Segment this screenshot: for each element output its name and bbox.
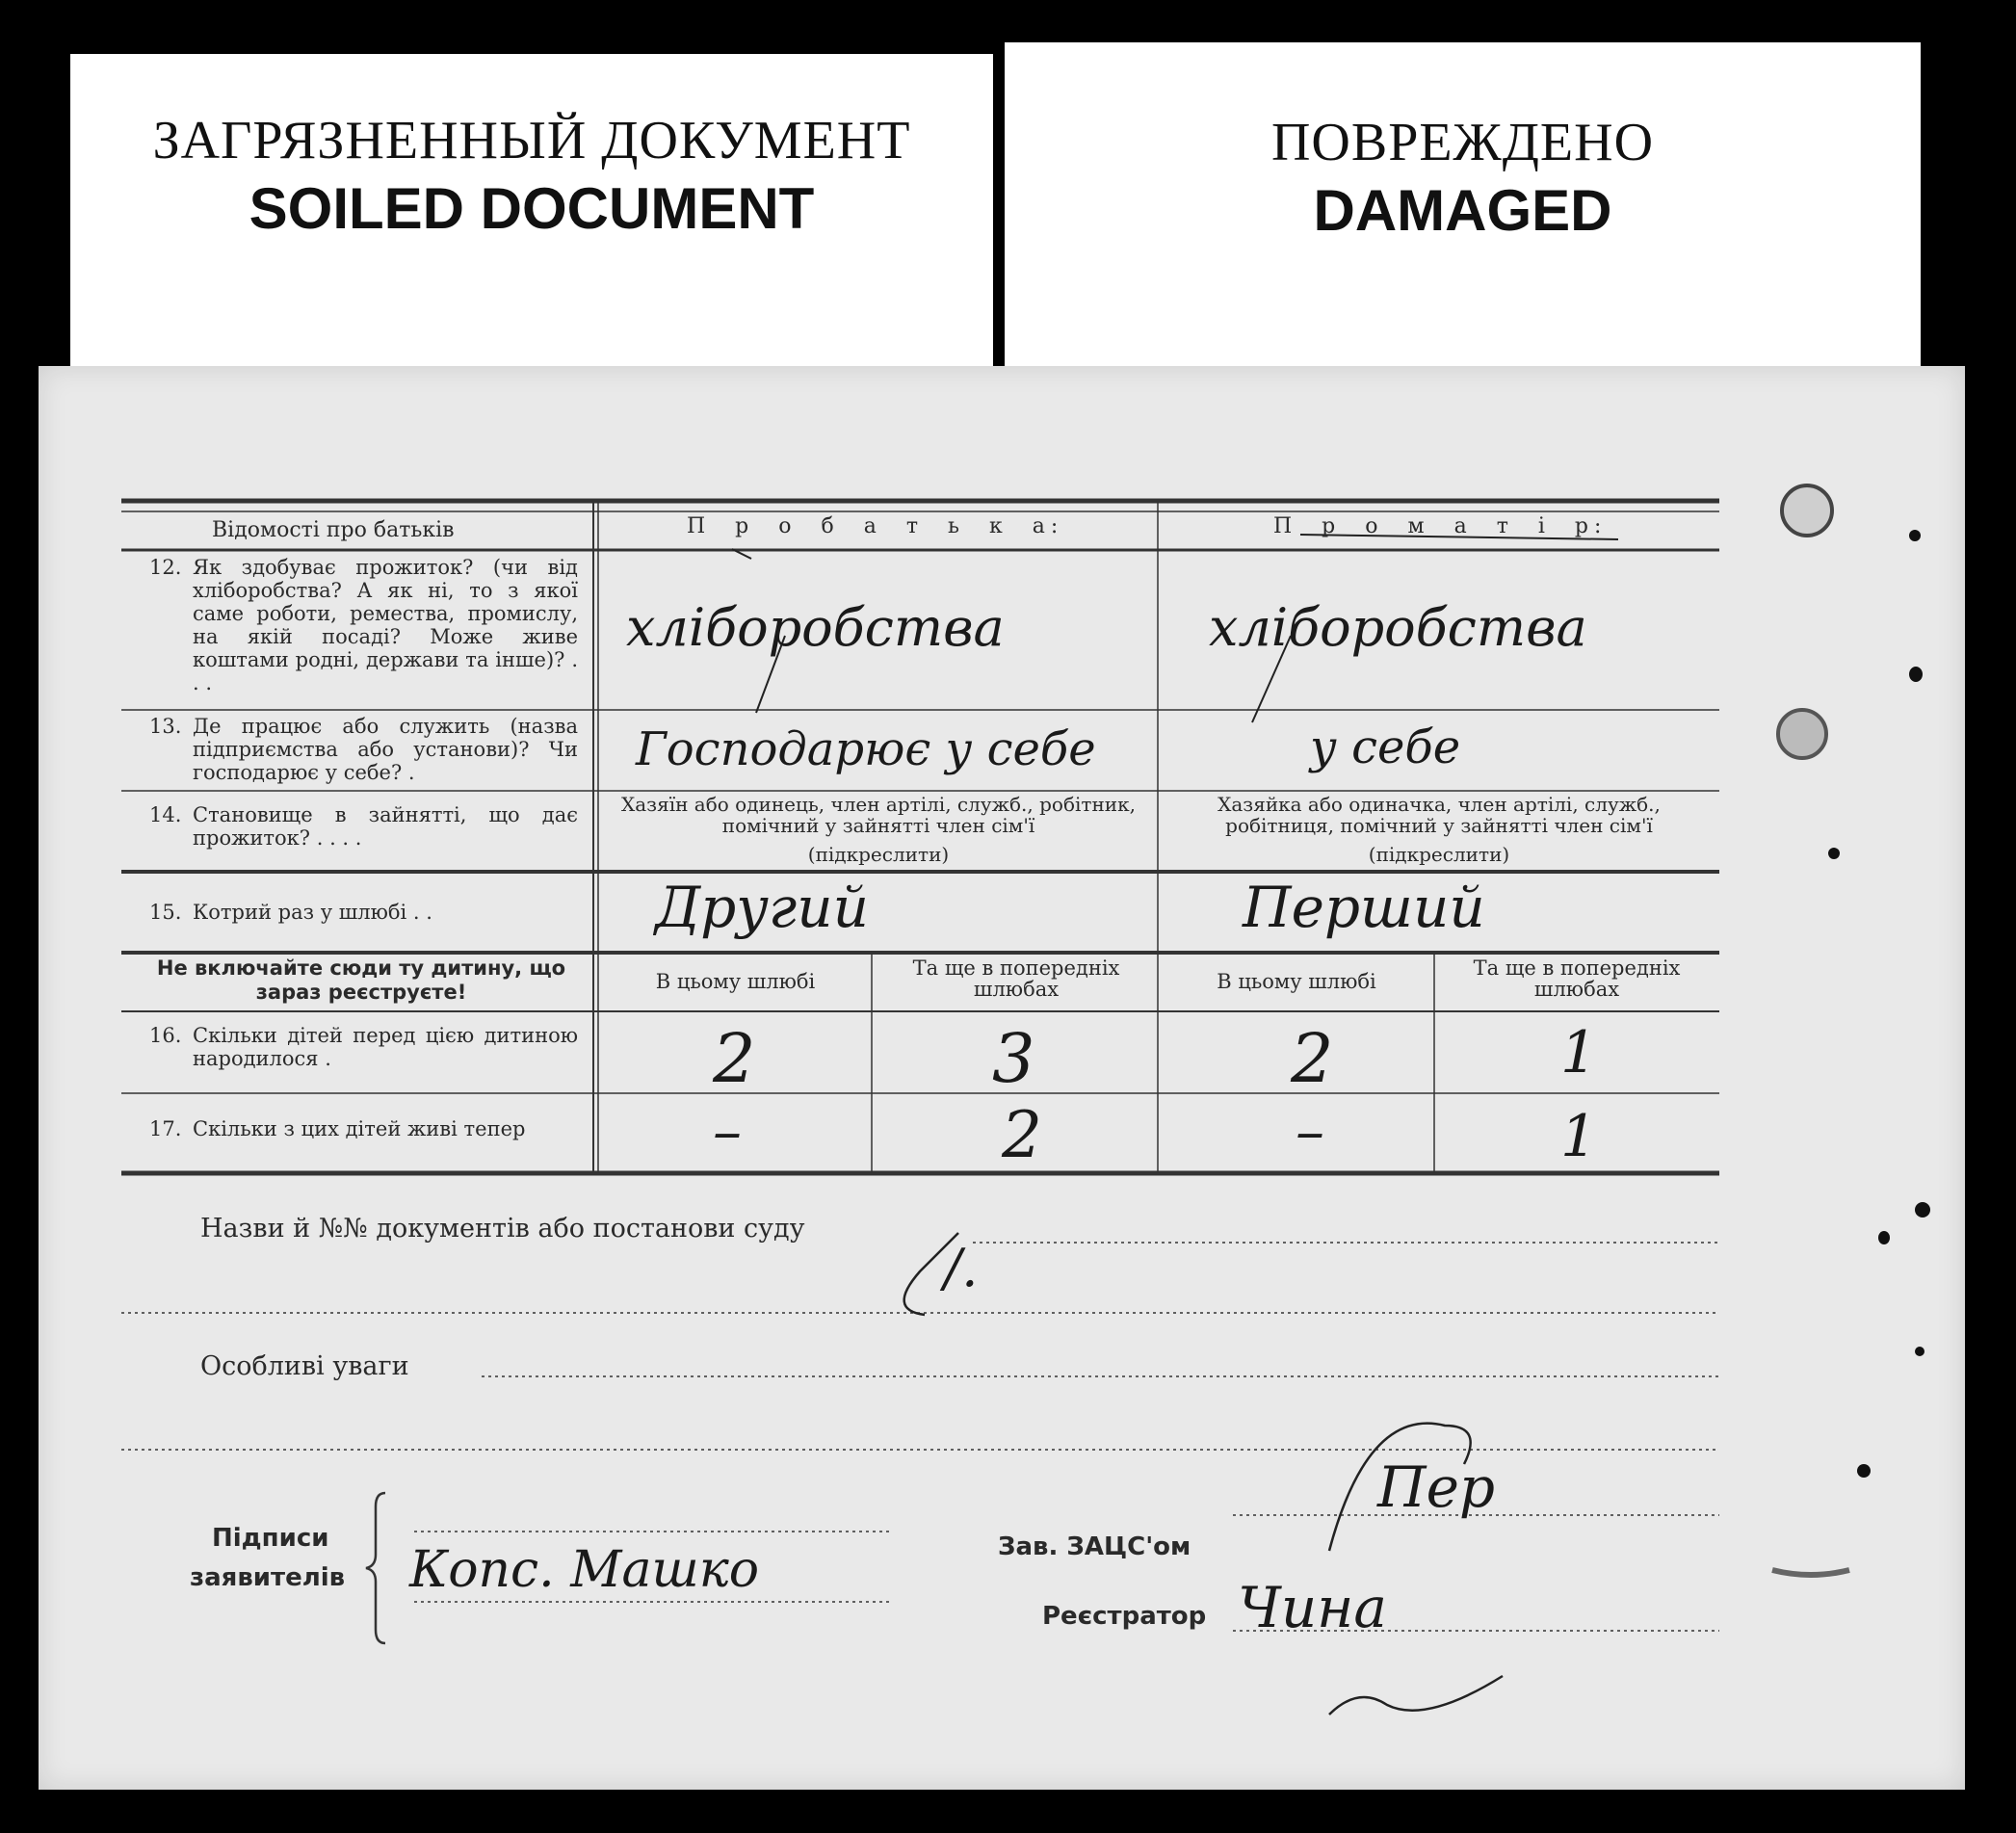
damaged-card: [1005, 42, 1921, 372]
father-this-marriage-header: В цьому шлюбі: [655, 970, 816, 993]
mother-this-marriage-header: В цьому шлюбі: [1217, 970, 1376, 993]
registrar-signature: Чина: [1238, 1575, 1387, 1640]
ink-spot: [1909, 530, 1921, 541]
header-parents-info: Відомості про батьків: [212, 518, 455, 542]
ink-spot: [1857, 1464, 1871, 1478]
children-note: Не включайте сюди ту дитину, що зараз реєструєте!: [156, 956, 566, 1004]
signatures-label-2: заявителів: [190, 1563, 346, 1592]
ink-spot: [1909, 667, 1923, 682]
header-about-mother: П р о м а т і р:: [1273, 514, 1608, 538]
remarks-label: Особливі уваги: [200, 1351, 409, 1381]
registrar-label: Реєстратор: [1042, 1602, 1207, 1631]
head-signature: Пер: [1377, 1454, 1496, 1520]
q12-question: Як здобуває прожиток? (чи від хліборобства? А як ні, то з якої саме роботи, ремества, промислу, на якій посаді? Може живе коштами родні, держави та інше)? . . .: [193, 556, 578, 694]
ink-spot: [1915, 1347, 1924, 1356]
signatures-label-1: Підписи: [212, 1524, 329, 1553]
q16-father-this-marriage: 2: [713, 1019, 756, 1098]
q17-mother-this-marriage: –: [1296, 1098, 1324, 1165]
soiled-label-en: SOILED DOCUMENT: [249, 176, 815, 241]
q17-father-this-marriage: –: [713, 1098, 742, 1165]
q17-father-previous: 2: [1002, 1098, 1042, 1172]
soiled-document-card: [70, 54, 993, 372]
q16-number: 16.: [149, 1024, 182, 1047]
damaged-label-en: DAMAGED: [1313, 178, 1612, 243]
q12-mother-answer: хліборобства: [1209, 597, 1587, 658]
punch-hole: [1776, 708, 1828, 760]
q15-question: Котрий раз у шлюбі . .: [193, 901, 432, 924]
applicant-signature: Копс. Машко: [409, 1541, 760, 1599]
q16-father-previous: 3: [992, 1019, 1035, 1098]
damaged-label-ru: ПОВРЕЖДЕНО: [1270, 113, 1655, 172]
q13-mother-answer: у себе: [1310, 720, 1461, 774]
q14-question: Становище в зайнятті, що дає прожиток? . . . .: [193, 803, 578, 850]
punch-hole: [1780, 484, 1834, 537]
ink-spot: [1878, 1231, 1890, 1244]
documents-value: /.: [944, 1238, 979, 1298]
q12-number: 12.: [149, 556, 182, 579]
head-label: Зав. ЗАЦС'ом: [998, 1532, 1191, 1561]
q17-number: 17.: [149, 1117, 182, 1140]
q14-father-options: Хазяїн або одинець, член артілі, служб., робітник, помічний у зайнятті член сім'ї: [621, 793, 1136, 837]
ink-spot: [1915, 1202, 1930, 1218]
q13-question: Де працює або служить (назва підприємства або установи)? Чи господарює у себе? .: [193, 715, 578, 784]
q17-question: Скільки з цих дітей живі тепер: [193, 1117, 526, 1140]
q14-mother-hint: (підкреслити): [1368, 843, 1510, 866]
soiled-label-ru: ЗАГРЯЗНЕННЫЙ ДОКУМЕНТ: [152, 111, 911, 170]
q13-number: 13.: [149, 715, 182, 738]
q15-number: 15.: [149, 901, 182, 924]
q14-number: 14.: [149, 803, 182, 826]
q16-mother-this-marriage: 2: [1291, 1019, 1334, 1098]
q16-question: Скільки дітей перед цією дитиною народилося .: [193, 1024, 578, 1070]
ink-spot: [1828, 848, 1840, 859]
q17-mother-previous: 1: [1560, 1103, 1598, 1170]
q15-father-answer: Другий: [655, 875, 869, 940]
q14-father-hint: (підкреслити): [807, 843, 950, 866]
mother-previous-header: Та ще в попередніх шлюбах: [1473, 956, 1681, 1001]
documents-label: Назви й №№ документів або постанови суду: [200, 1214, 805, 1244]
registration-form-page: [39, 366, 1965, 1790]
q16-mother-previous: 1: [1560, 1019, 1598, 1087]
q15-mother-answer: Перший: [1243, 875, 1485, 940]
q13-father-answer: Господарює у себе: [636, 722, 1096, 776]
q12-father-answer: хліборобства: [626, 597, 1005, 658]
father-previous-header: Та ще в попередніх шлюбах: [912, 956, 1120, 1001]
q14-mother-options: Хазяйка або одиначка, член артілі, служб., робітниця, помічний у зайнятті член сім'ї: [1217, 793, 1661, 837]
header-about-father: П р о б а т ь к а:: [687, 514, 1064, 538]
